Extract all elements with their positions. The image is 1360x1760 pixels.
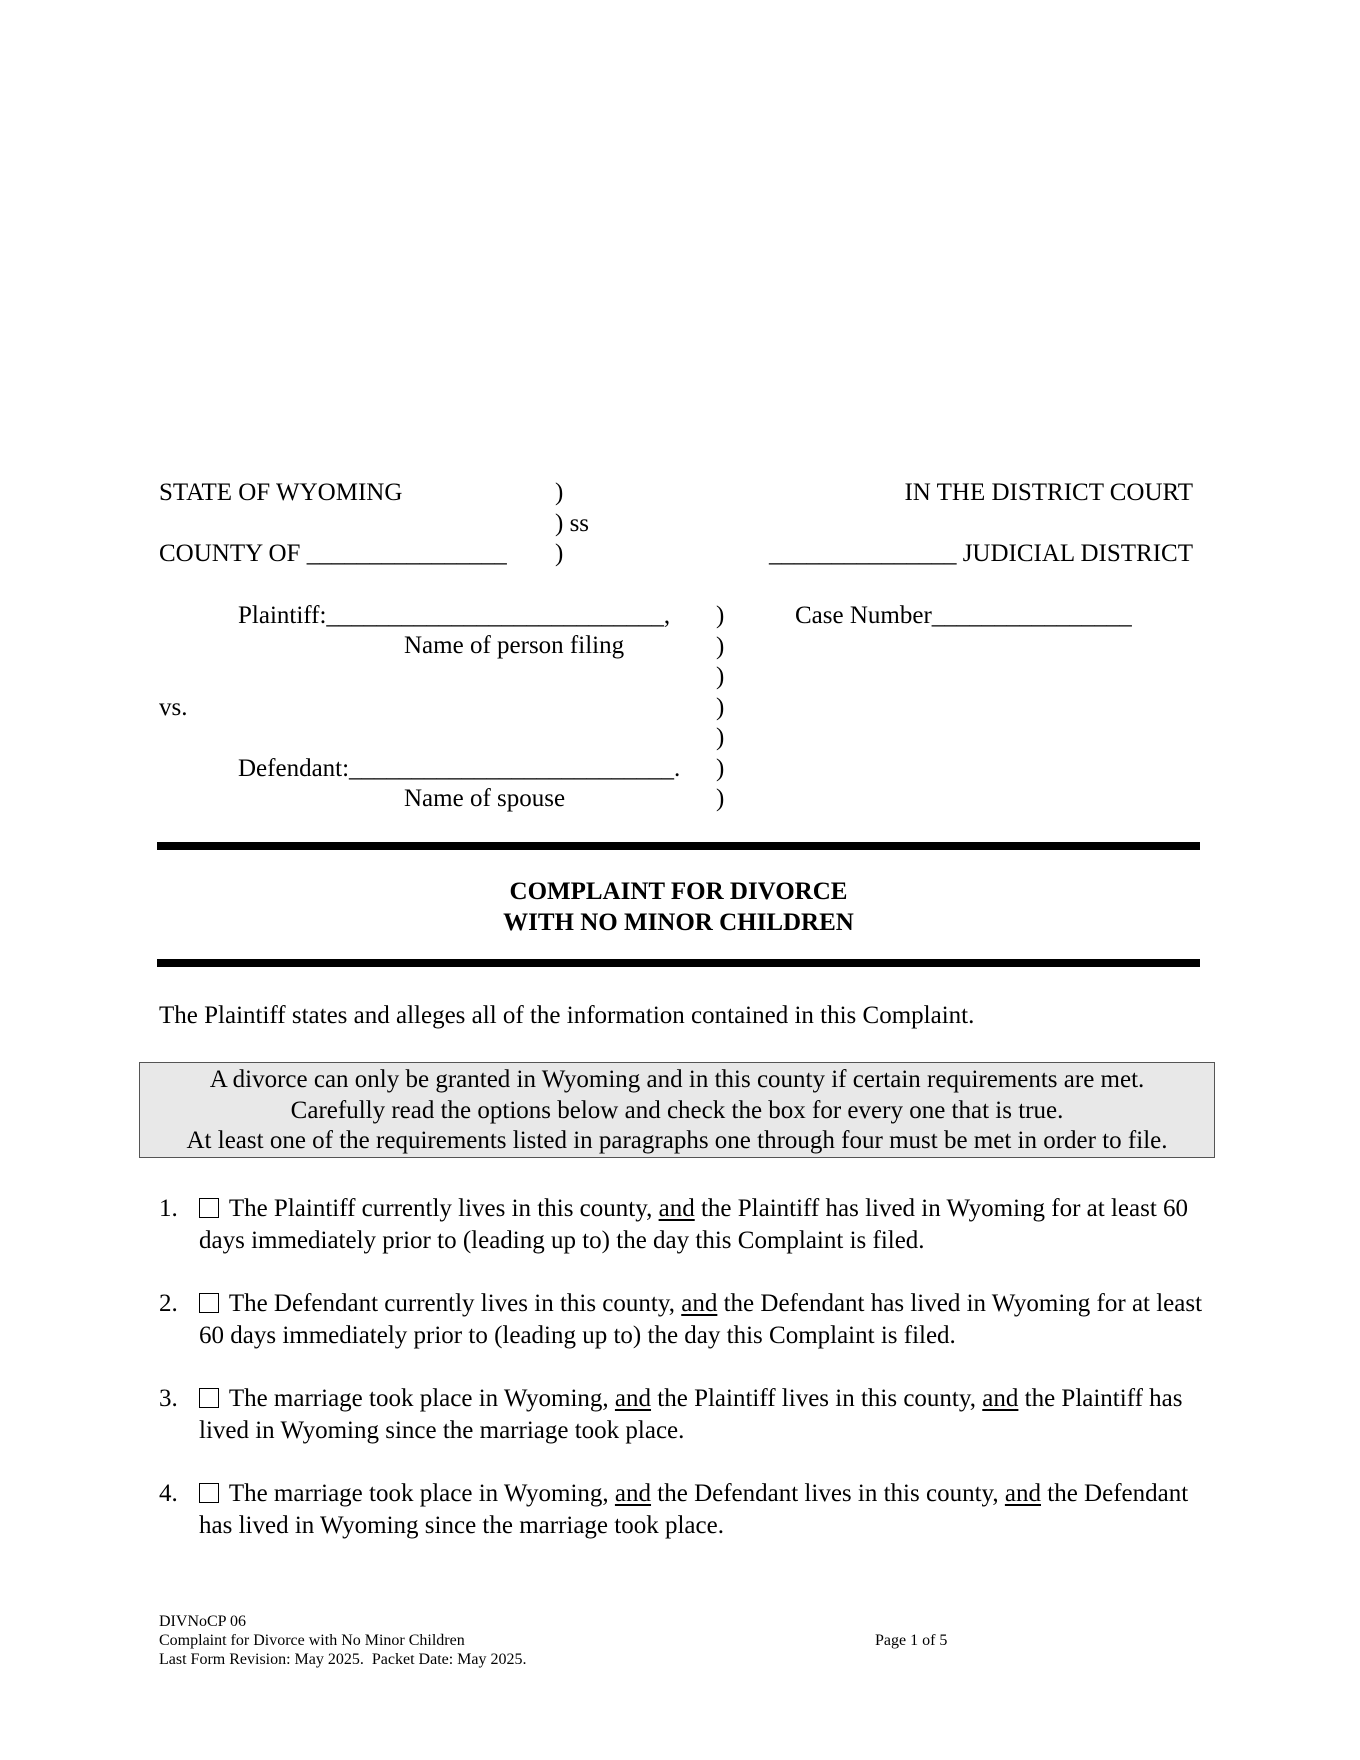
title-rule-top [157, 842, 1200, 850]
caption-paren: ) [716, 633, 725, 660]
form-name: Complaint for Divorce with No Minor Children [159, 1632, 465, 1649]
notice-line: At least one of the requirements listed in paragraphs one through four must be met in order to file. [186, 1127, 1168, 1154]
caption-paren: ) [716, 724, 725, 751]
emphasis-and: and [681, 1290, 718, 1317]
item-text: The Defendant currently lives in this county, and the Defendant has lived in Wyoming for at least 60 days immediately prior to (leading up to) the day this Complaint is filed. [199, 1290, 1203, 1349]
requirements-notice [139, 1062, 1215, 1158]
item-text: The marriage took place in Wyoming, and the Plaintiff lives in this county, and the Plaintiff has lived in Wyoming since the marriage took place. [199, 1385, 1183, 1444]
form-code: DIVNoCP 06 [159, 1613, 246, 1630]
vs-label: vs. [159, 694, 188, 721]
item-number: 2. [159, 1290, 178, 1317]
state-label: STATE OF WYOMING [159, 479, 403, 506]
page-number: Page 1 of 5 [875, 1632, 948, 1649]
emphasis-and: and [614, 1385, 652, 1412]
form-revision: Last Form Revision: May 2025. Packet Date: May 2025. [159, 1651, 527, 1668]
requirement-checkbox-1[interactable] [199, 1198, 219, 1218]
document-title-line1: COMPLAINT FOR DIVORCE [509, 878, 848, 905]
caption-paren: ) [716, 663, 725, 690]
requirement-checkbox-4[interactable] [199, 1483, 219, 1503]
item-number: 1. [159, 1195, 178, 1222]
caption-paren: ) [716, 694, 725, 721]
defendant-field[interactable]: Defendant:__________________________. [238, 755, 681, 782]
item-number: 4. [159, 1480, 178, 1507]
plaintiff-field[interactable]: Plaintiff:___________________________, [238, 602, 671, 629]
document-title-line2: WITH NO MINOR CHILDREN [503, 909, 854, 936]
item-number: 3. [159, 1385, 178, 1412]
caption-paren: ) [716, 602, 725, 629]
caption-paren: ) [716, 785, 725, 812]
caption-paren: ) [555, 479, 564, 506]
requirement-checkbox-2[interactable] [199, 1293, 219, 1313]
county-field[interactable]: COUNTY OF ________________ [159, 540, 507, 567]
title-rule-bottom [157, 959, 1200, 967]
item-text: The marriage took place in Wyoming, and the Defendant lives in this county, and the Defendant has lived in Wyoming since the marriage took place. [199, 1480, 1189, 1539]
plaintiff-field-caption: Name of person filing [404, 632, 625, 659]
notice-line: A divorce can only be granted in Wyoming and in this county if certain requirements are met. [209, 1066, 1145, 1093]
emphasis-and: and [614, 1480, 652, 1507]
court-label: IN THE DISTRICT COURT [904, 479, 1193, 506]
requirement-checkbox-3[interactable] [199, 1388, 219, 1408]
caption-paren: ) [716, 755, 725, 782]
item-text: The Plaintiff currently lives in this county, and the Plaintiff has lived in Wyoming for at least 60 days immediately prior to (leading up to) the day this Complaint is filed. [199, 1195, 1189, 1254]
emphasis-and: and [658, 1195, 695, 1222]
judicial-district-field[interactable]: _______________ JUDICIAL DISTRICT [768, 540, 1193, 567]
intro-text: The Plaintiff states and alleges all of the information contained in this Complaint. [159, 1002, 975, 1029]
case-number-field[interactable]: Case Number________________ [795, 602, 1132, 629]
defendant-field-caption: Name of spouse [404, 785, 566, 812]
emphasis-and: and [1004, 1480, 1041, 1507]
caption-paren: ) [555, 540, 564, 567]
ss-label: ) ss [555, 510, 590, 537]
notice-line: Carefully read the options below and check the box for every one that is true. [290, 1096, 1064, 1124]
emphasis-and: and [982, 1385, 1019, 1412]
